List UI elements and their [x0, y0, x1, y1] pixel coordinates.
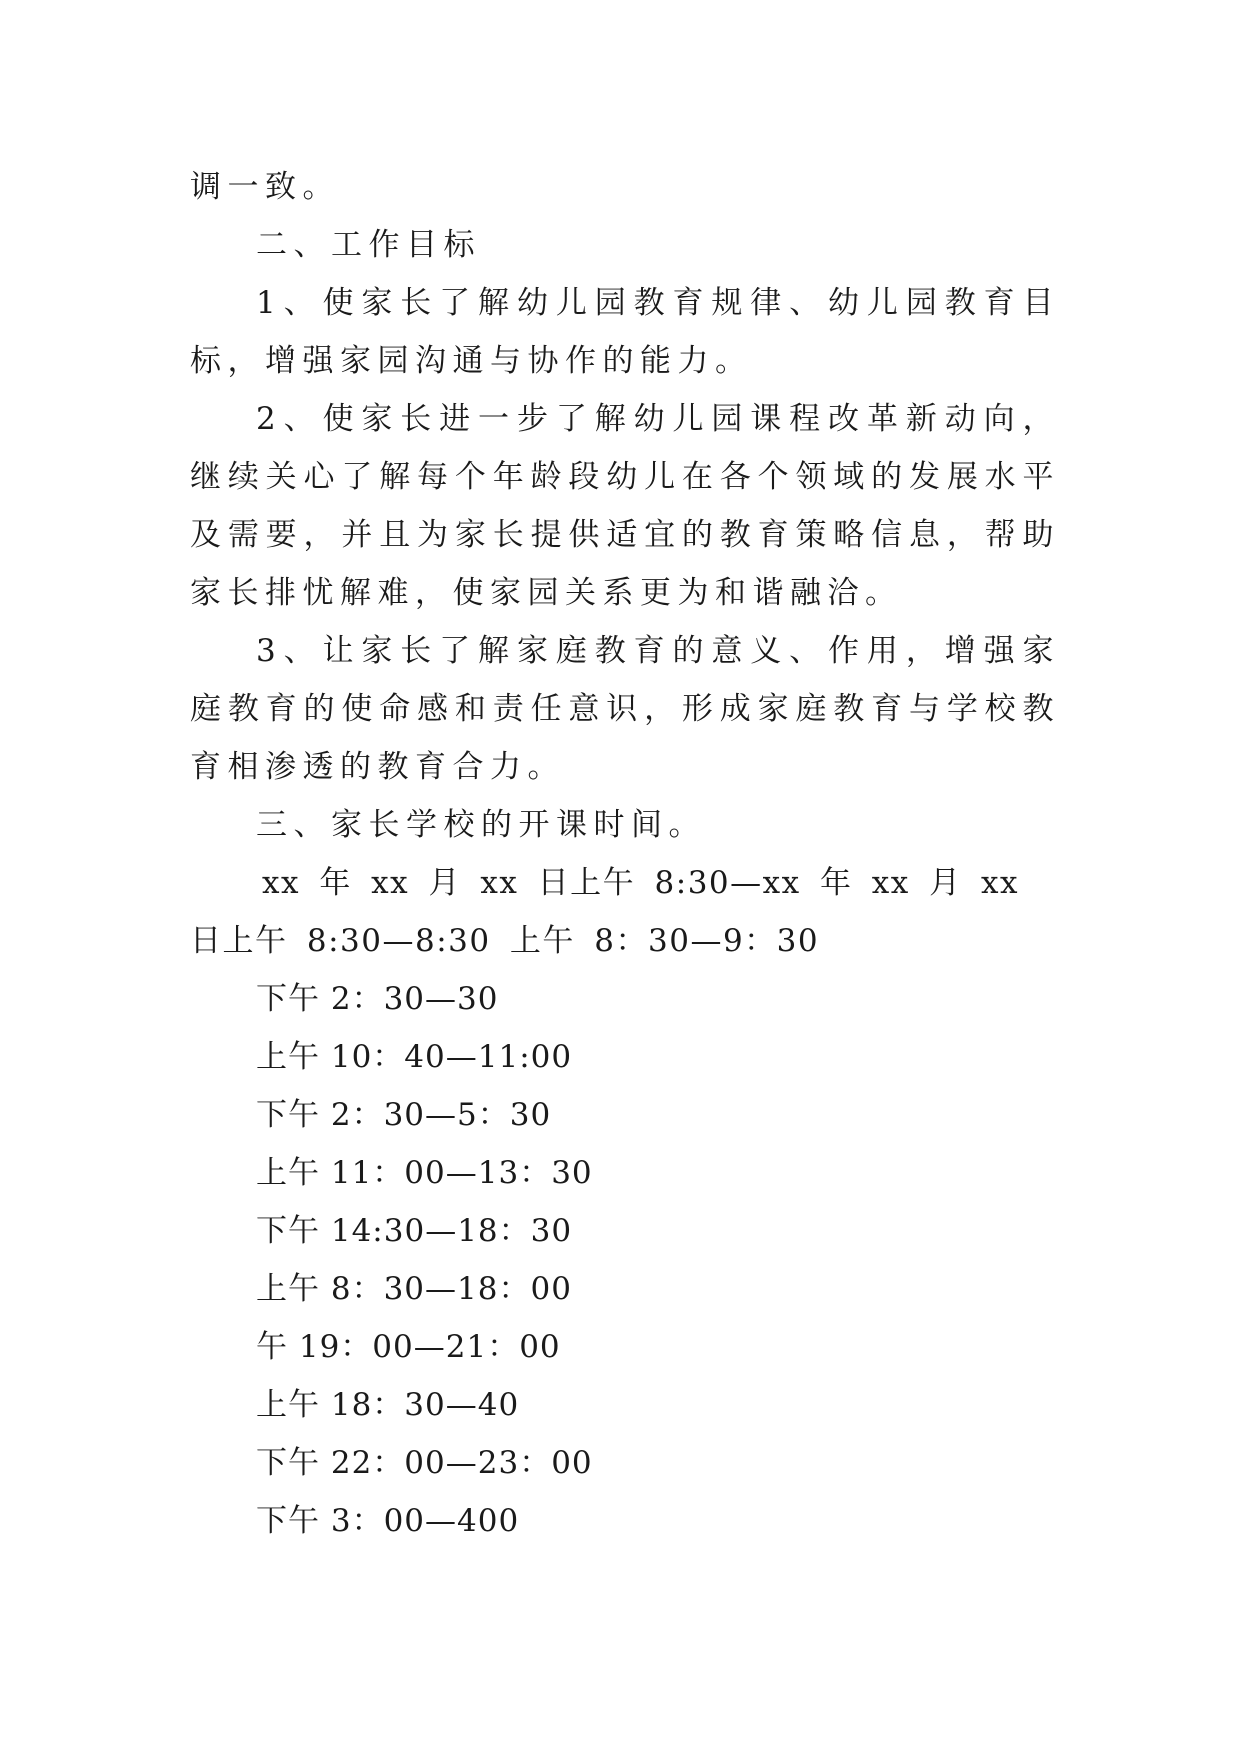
schedule-item: 上午 11：00—13：30: [256, 1155, 593, 1191]
schedule-item: 午 19：00—21：00: [256, 1329, 561, 1365]
goal-paragraph-1: 1、使家长了解幼儿园教育规律、幼儿园教育目标，增强家园沟通与协作的能力。: [190, 285, 1060, 379]
document-body: [190, 158, 1060, 1550]
schedule-item: 下午 2：30—30: [256, 981, 499, 1017]
schedule-item: 下午 3：00—400: [256, 1503, 520, 1539]
schedule-item: 上午 10：40—11:00: [256, 1039, 573, 1075]
schedule-item: 下午 2：30—5：30: [256, 1097, 552, 1133]
goal-paragraph-2: 2、使家长进一步了解幼儿园课程改革新动向，继续关心了解每个年龄段幼儿在各个领域的发展水平及需要，并且为家长提供适宜的教育策略信息，帮助家长排忧解难，使家园关系更为和谐融洽。: [190, 401, 1060, 611]
schedule-item: 下午 14:30—18：30: [256, 1213, 573, 1249]
date-range-text: xx 年 xx 月 xx 日上午 8:30—xx 年 xx 月 xx 日上午 8:30—8:30 上午 8：30—9：30: [190, 865, 1019, 959]
schedule-item: 上午 18：30—40: [256, 1387, 520, 1423]
schedule-item: 上午 8：30—18：00: [256, 1271, 572, 1307]
schedule-item: 下午 22：00—23：00: [256, 1445, 593, 1481]
continuation-text: 调一致。: [190, 169, 340, 205]
section-heading-goals: 二、工作目标: [256, 227, 481, 263]
section-heading-schedule: 三、家长学校的开课时间。: [256, 807, 706, 843]
goal-paragraph-3: 3、让家长了解家庭教育的意义、作用，增强家庭教育的使命感和责任意识，形成家庭教育与学校教育相渗透的教育合力。: [190, 633, 1060, 785]
